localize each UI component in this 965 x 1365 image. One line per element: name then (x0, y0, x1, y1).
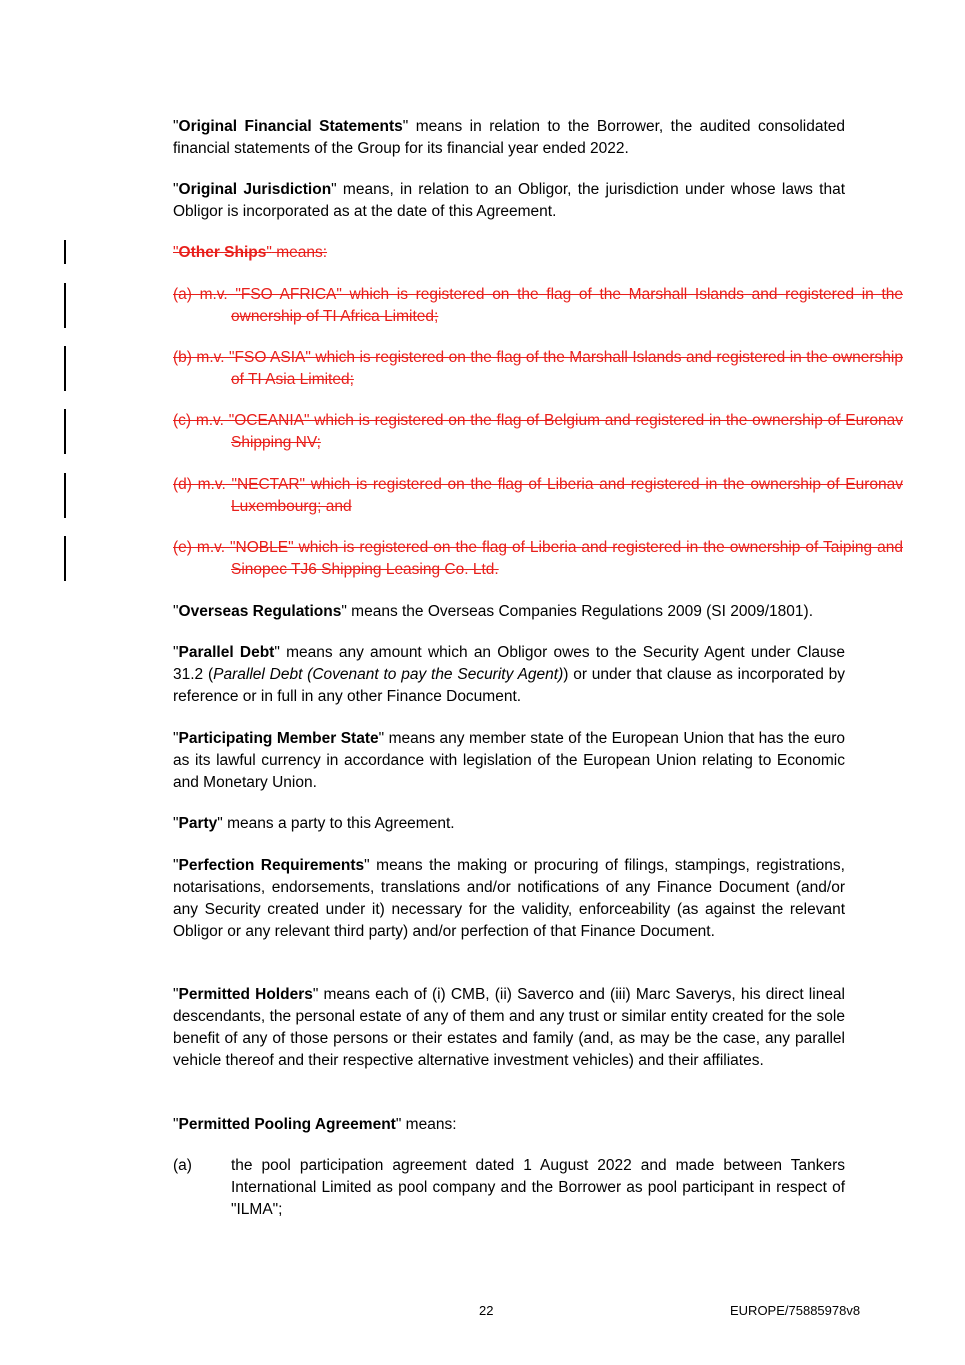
definition-text: means a party to this Agreement. (222, 815, 455, 832)
other-ships-item-e: (e) m.v. "NOBLE" which is registered on the flag of Liberia and registered in the ownership of Taiping and Sinopec TJ6 Shipping Leasing Co. Ltd. (173, 539, 903, 578)
term: Other Ships (178, 244, 267, 261)
term: Parallel Debt (178, 644, 275, 661)
page-number: 22 (479, 1303, 494, 1318)
term: Party (178, 815, 218, 832)
term: Permitted Holders (178, 986, 313, 1003)
item-label: (a) (173, 1157, 192, 1174)
change-bar (64, 346, 66, 391)
other-ships-item-c: (c) m.v. "OCEANIA" which is registered on the flag of Belgium and registered in the ownership of Euronav Shipping NV; (173, 412, 903, 451)
document-reference: EUROPE/75885978v8 (730, 1303, 861, 1318)
definition-text: means in relation to the Borrower, the audited consolidated financial statements of the Group for its financial year ended 2022. (173, 118, 845, 157)
definition-permitted-holders: "Permitted Holders" means each of (i) CMB, (ii) Saverco and (iii) Marc Saverys, his direct lineal descendants, the personal estate of any of them and any trust or similar entity created for the sole benefit of any of those persons or their estates and family (and, as may be the case, any parallel vehicle thereof and their respective alternative investment vehicles) and their affiliates. (173, 986, 845, 1069)
clause-reference: Parallel Debt (Covenant to pay the Security Agent) (213, 666, 564, 683)
definition-party: "Party" means a party to this Agreement. (173, 815, 455, 832)
definition-text: means any member state of the European Union that has the euro as its lawful currency in accordance with legislation of the European Union relating to Economic and Monetary Union. (173, 730, 846, 791)
term: Overseas Regulations (178, 603, 342, 620)
change-bar (64, 283, 66, 328)
definition-original-financial-statements: "Original Financial Statements" means in relation to the Borrower, the audited consolidated financial statements of the Group for its financial year ended 2022. (173, 118, 845, 157)
definition-text: means each of (i) CMB, (ii) Saverco and (iii) Marc Saverys, his direct lineal descendants, the personal estate of any of them and any trust or similar entity created for the sole benefit of any of those persons or their estates and family (and, as may be the case, any parallel vehicle thereof and their respective alternative investment vehicles) and their affiliates. (173, 986, 845, 1069)
definition-text: means the Overseas Companies Regulations 2009 (SI 2009/1801). (346, 603, 813, 620)
change-bar (64, 473, 66, 518)
definition-text: means: (271, 244, 328, 261)
definition-overseas-regulations: "Overseas Regulations" means the Overseas Companies Regulations 2009 (SI 2009/1801). (173, 603, 813, 620)
definition-text: means: (401, 1116, 457, 1133)
definition-original-jurisdiction: "Original Jurisdiction" means, in relation to an Obligor, the jurisdiction under whose laws that Obligor is incorporated as at the date of this Agreement. (173, 181, 845, 220)
definition-text: means any amount which an Obligor owes to the Security Agent under Clause 31.2 ( (173, 644, 845, 683)
term: Perfection Requirements (178, 857, 365, 874)
other-ships-item-d: (d) m.v. "NECTAR" which is registered on the flag of Liberia and registered in the ownership of Euronav Luxembourg; and (173, 476, 903, 515)
item-text: the pool participation agreement dated 1 August 2022 and made between Tankers International Limited as pool company and the Borrower as pool participant in respect of "ILMA"; (231, 1157, 845, 1218)
change-bar (64, 536, 66, 581)
pooling-agreement-item-a (173, 1155, 845, 1221)
definition-other-ships-deleted: "Other Ships" means: (173, 244, 328, 261)
definition-permitted-pooling-agreement: "Permitted Pooling Agreement" means: (173, 1116, 457, 1133)
definition-text: means the making or procuring of filings, stampings, registrations, notarisations, endorsements, translations and/or notifications of any Finance Document (and/or any Security created under it) necessary for the validity, enforceability (as against the relevant Obligor or any relevant third party) and/or perfection of that Finance Document. (173, 857, 845, 940)
term: Participating Member State (178, 730, 379, 747)
change-bar (64, 240, 66, 264)
definition-parallel-debt: "Parallel Debt" means any amount which an Obligor owes to the Security Agent under Clause 31.2 (Parallel Debt (Covenant to pay the Security Agent)) or under that clause as incorporated by reference or in full in any other Finance Document. (173, 644, 846, 705)
definition-text: ) or under that clause as incorporated by reference or in full in any other Finance Document. (173, 666, 846, 705)
definition-text: means, in relation to an Obligor, the jurisdiction under whose laws that Obligor is incorporated as at the date of this Agreement. (173, 181, 845, 220)
other-ships-item-a: (a) m.v. "FSO AFRICA" which is registered on the flag of the Marshall Islands and registered in the ownership of TI Africa Limited; (173, 286, 903, 325)
other-ships-item-b: (b) m.v. "FSO ASIA" which is registered on the flag of the Marshall Islands and registered in the ownership of TI Asia Limited; (173, 349, 903, 388)
term: Original Jurisdiction (178, 181, 332, 198)
definition-perfection-requirements: "Perfection Requirements" means the making or procuring of filings, stampings, registrations, notarisations, endorsements, translations and/or notifications of any Finance Document (and/or any Security created under it) necessary for the validity, enforceability (as against the relevant Obligor or any relevant third party) and/or perfection of that Finance Document. (173, 857, 845, 940)
term: Permitted Pooling Agreement (178, 1116, 396, 1133)
change-bar (64, 409, 66, 454)
term: Original Financial Statements (178, 118, 403, 135)
definition-participating-member-state: "Participating Member State" means any member state of the European Union that has the euro as its lawful currency in accordance with legislation of the European Union relating to Economic and Monetary Union. (173, 730, 846, 791)
